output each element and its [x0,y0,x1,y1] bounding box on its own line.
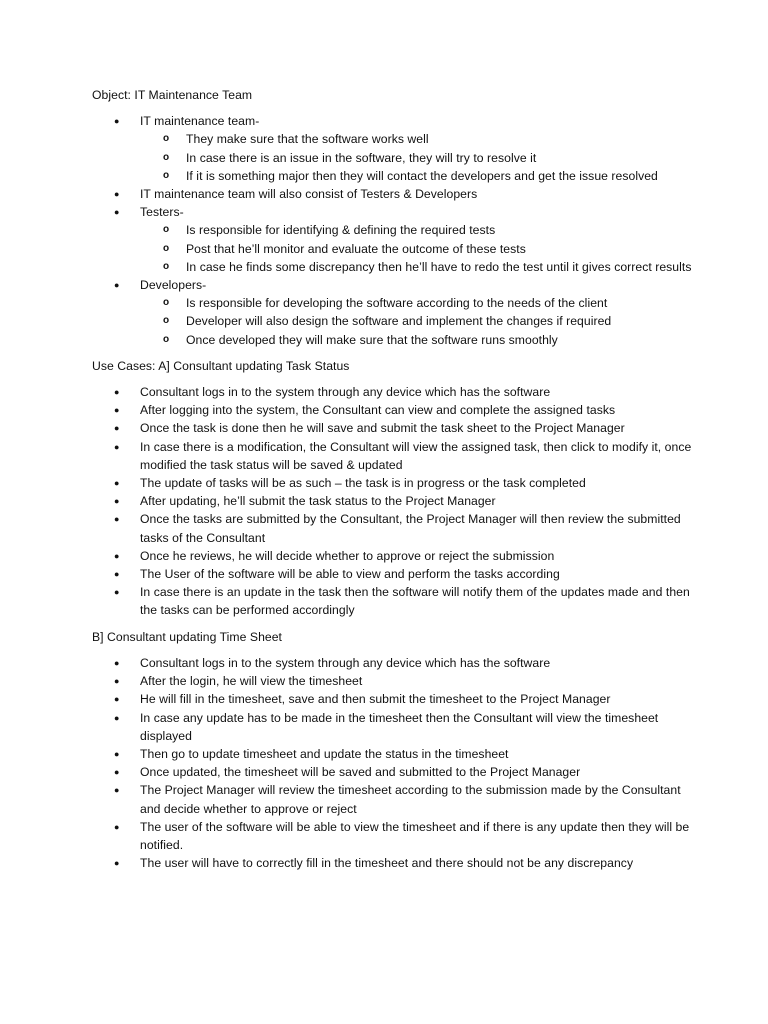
bullet-dot-icon: ● [114,657,120,668]
bullet-dot-icon: ● [114,207,120,218]
list-item [92,745,692,763]
bullet-dot-icon: ● [114,280,120,291]
list-item [92,818,692,854]
list-item [92,438,692,474]
list-item-text: The User of the software will be able to view and perform the tasks according [140,567,560,582]
section-heading: Object: IT Maintenance Team [92,88,253,102]
list-item-text: In case any update has to be made in the timesheet then the Consultant will view the timesheet displayed [140,710,659,743]
sub-list-item [140,312,692,330]
bullet-dot-icon: ● [114,116,120,127]
bullet-dot-icon: ● [114,514,120,525]
list-item-text: The user of the software will be able to view the timesheet and if there is any update then they will be notified. [140,819,690,852]
sub-list-item-text: Developer will also design the software and implement the changes if required [186,314,612,329]
list-item [92,383,692,401]
list-item-text: The user will have to correctly fill in the timesheet and there should not be any discrepancy [140,856,634,871]
bullet-dot-icon: ● [114,767,120,778]
sub-list-item-text: Post that he’ll monitor and evaluate the outcome of these tests [186,241,526,256]
sub-list-item [140,167,692,185]
list-item-text: Once updated, the timesheet will be saved and submitted to the Project Manager [140,765,581,780]
sub-list-item [140,130,692,148]
list-item [92,401,692,419]
list-item-text: IT maintenance team- [140,114,260,129]
bullet-circle-icon: o [163,133,170,145]
bullet-dot-icon: ● [114,405,120,416]
list-item-text: After the login, he will view the timesheet [140,674,363,689]
sub-list-item [140,258,692,276]
sub-list-item [140,221,692,239]
list-item [92,565,692,583]
list-item [92,492,692,510]
sub-list-item-text: If it is something major then they will contact the developers and get the issue resolved [186,168,658,183]
bullet-dot-icon: ● [114,189,120,200]
bullet-circle-icon: o [163,242,170,254]
list-item-text: IT maintenance team will also consist of Testers & Developers [140,187,478,202]
section-heading: B] Consultant updating Time Sheet [92,629,282,644]
sub-list-item [140,294,692,312]
bullet-dot-icon: ● [114,550,120,561]
list-item-text: Testers- [140,205,184,220]
list-item [92,185,692,203]
bullet-circle-icon: o [163,315,170,327]
bullet-circle-icon: o [163,224,170,236]
list-item-text: Developers- [140,278,207,293]
bullet-list [92,654,692,872]
bullet-circle-icon: o [163,151,170,163]
bullet-circle-icon: o [163,260,170,272]
bullet-dot-icon: ● [114,587,120,598]
bullet-dot-icon: ● [114,821,120,832]
bullet-circle-icon: o [163,333,170,345]
bullet-dot-icon: ● [114,569,120,580]
list-item-text: Once the tasks are submitted by the Consultant, the Project Manager will then review the submitted tasks of the Consultant [140,512,681,545]
list-item [92,474,692,492]
document-section [92,628,692,873]
sub-bullet-list [140,221,692,276]
list-item-text: After logging into the system, the Consultant can view and complete the assigned tasks [140,403,616,418]
list-item-text: Once the task is done then he will save and submit the task sheet to the Project Manager [140,421,625,436]
bullet-dot-icon: ● [114,694,120,705]
list-item-text: He will fill in the timesheet, save and then submit the timesheet to the Project Manager [140,692,611,707]
bullet-list [92,383,692,620]
document-section [92,86,692,349]
sub-bullet-list [140,130,692,185]
sub-list-item-text: In case he finds some discrepancy then he’ll have to redo the test until it gives correct results [186,259,692,274]
bullet-dot-icon: ● [114,785,120,796]
list-item-text: In case there is a modification, the Consultant will view the assigned task, then click to modify it, once modified the task status will be saved & updated [140,439,692,472]
list-item [92,583,692,619]
list-item [92,112,692,185]
sub-list-item-text: They make sure that the software works well [186,132,429,147]
list-item [92,547,692,565]
sub-list-item-text: Once developed they will make sure that the software runs smoothly [186,332,558,347]
bullet-circle-icon: o [163,297,170,309]
bullet-dot-icon: ● [114,441,120,452]
list-item-text: In case there is an update in the task then the software will notify them of the updates made and then the tasks can be performed accordingly [140,585,690,618]
sub-list-item-text: In case there is an issue in the software, they will try to resolve it [186,150,537,165]
section-heading: Use Cases: A] Consultant updating Task Status [92,358,350,373]
list-item-text: Consultant logs in to the system through any device which has the software [140,655,551,670]
bullet-dot-icon: ● [114,676,120,687]
list-item [92,781,692,817]
bullet-circle-icon: o [163,169,170,181]
list-item-text: The Project Manager will review the timesheet according to the submission made by the Consultant and decide whether to approve or reject [140,783,681,816]
bullet-dot-icon: ● [114,496,120,507]
list-item [92,276,692,349]
bullet-dot-icon: ● [114,858,120,869]
bullet-list [92,112,692,349]
bullet-dot-icon: ● [114,423,120,434]
bullet-dot-icon: ● [114,478,120,489]
document-content [92,86,692,872]
list-item [92,419,692,437]
list-item-text: Once he reviews, he will decide whether to approve or reject the submission [140,548,555,563]
list-item [92,854,692,872]
sub-list-item [140,149,692,167]
list-item [92,690,692,708]
sub-list-item-text: Is responsible for identifying & defining the required tests [186,223,496,238]
document-section [92,357,692,620]
bullet-dot-icon: ● [114,748,120,759]
sub-bullet-list [140,294,692,349]
list-item-text: Then go to update timesheet and update the status in the timesheet [140,746,509,761]
list-item [92,709,692,745]
list-item-text: Consultant logs in to the system through any device which has the software [140,385,551,400]
list-item-text: The update of tasks will be as such – the task is in progress or the task completed [140,476,586,491]
list-item-text: After updating, he’ll submit the task status to the Project Manager [140,494,496,509]
sub-list-item [140,331,692,349]
list-item [92,672,692,690]
list-item [92,763,692,781]
sub-list-item [140,240,692,258]
bullet-dot-icon: ● [114,712,120,723]
bullet-dot-icon: ● [114,387,120,398]
list-item [92,203,692,276]
list-item [92,654,692,672]
sub-list-item-text: Is responsible for developing the software according to the needs of the client [186,296,608,311]
list-item [92,510,692,546]
